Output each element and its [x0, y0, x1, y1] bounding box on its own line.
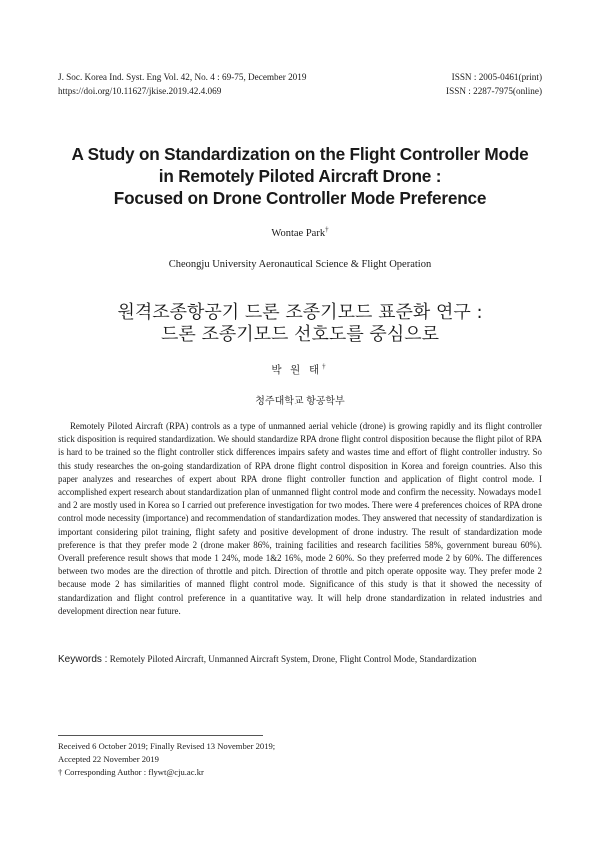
issn-print: ISSN : 2005-0461(print) [451, 72, 542, 82]
author-korean [0, 362, 600, 377]
paper-title-korean [40, 302, 560, 346]
keywords-label: Keywords : [58, 654, 108, 665]
author-english [0, 225, 600, 239]
title-en-line-2: in Remotely Piloted Aircraft Drone : [158, 166, 442, 186]
journal-header [58, 70, 542, 98]
corresponding-mark-ko: † [322, 362, 329, 371]
affiliation-english: Cheongju University Aeronautical Science & Flight Operation [168, 259, 432, 270]
doi-link[interactable]: https://doi.org/10.11627/jkise.2019.42.4.069 [58, 86, 222, 96]
title-en-line-1: A Study on Standardization on the Flight Controller Mode [71, 144, 529, 164]
author-name-ko: 박 원 태 [271, 365, 323, 376]
corresponding-author: † Corresponding Author : flywt@cju.ac.kr [58, 767, 204, 777]
title-ko-line-2: 드론 조종기모드 선호도를 중심으로 [161, 324, 439, 345]
paper-title-english [40, 143, 560, 209]
accepted-date: Accepted 22 November 2019 [58, 754, 159, 764]
footnote-divider [58, 735, 263, 736]
affiliation-korean: 청주대학교 항공학부 [255, 396, 345, 407]
keywords [58, 654, 560, 665]
keywords-text: Remotely Piloted Aircraft, Unmanned Aircraft System, Drone, Flight Control Mode, Standardization [109, 654, 477, 664]
abstract: Remotely Piloted Aircraft (RPA) controls as a type of unmanned aerial vehicle (drone) is growing rapidly and its flight controller stick disposition is required standardization. We should standardize RPA drone flight control disposition because the flight pilot of RPA is hard to be trained so the flight controller stick differences impairs safety and wastes time and effort of flight controller industry. So this study researches the on-going standardization of RPA drone flight control disposition in Korea and foreign countries. Also this paper analyzes and researches of expert about RPA drone flight controller function and application of flight control mode. I accomplished expert research about standardization plan of unmanned flight control mode and confirm the necessity. Nowadays mode1 and 2 are mostly used in Korea so I carried out preference investigation for two modes. There were 4 preferences choices of RPA drone control mode necessity (importance) and recommendation of standardization modes. They answered that necessity of standardization is important considering pilot training, flight safety and positive development of drone industry. The result of standardization mode preference is that they prefer mode 2 (drone maker 86%, training facilities and research facilities 58%, government bureau 60%). Overall preference result shows that mode 1 24%, mode 1&2 16%, mode 2 60%. So they preferred mode 2 by 60%. The differences between two modes are the direction of throttle and pitch. Direction of throttle and pitch operate opposite way. They prefer mode 2 because mode 2 has similarities of manned flight control mode. Significance of this study is that it showed the necessity of standardization and flight control preference in a quantitative way. It will help drone standardization in related industries and development direction near future. [58, 421, 542, 616]
author-name-en: Wontae Park [271, 228, 326, 239]
title-ko-line-1: 원격조종항공기 드론 조종기모드 표준화 연구 : [117, 302, 483, 323]
issn-online: ISSN : 2287-7975(online) [446, 86, 542, 96]
corresponding-mark: † [325, 225, 329, 234]
title-en-line-3: Focused on Drone Controller Mode Preference [113, 188, 487, 208]
journal-citation: J. Soc. Korea Ind. Syst. Eng Vol. 42, No. 4 : 69-75, December 2019 [58, 72, 307, 82]
footnotes [58, 740, 542, 779]
received-date: Received 6 October 2019; Finally Revised 13 November 2019; [58, 741, 276, 751]
